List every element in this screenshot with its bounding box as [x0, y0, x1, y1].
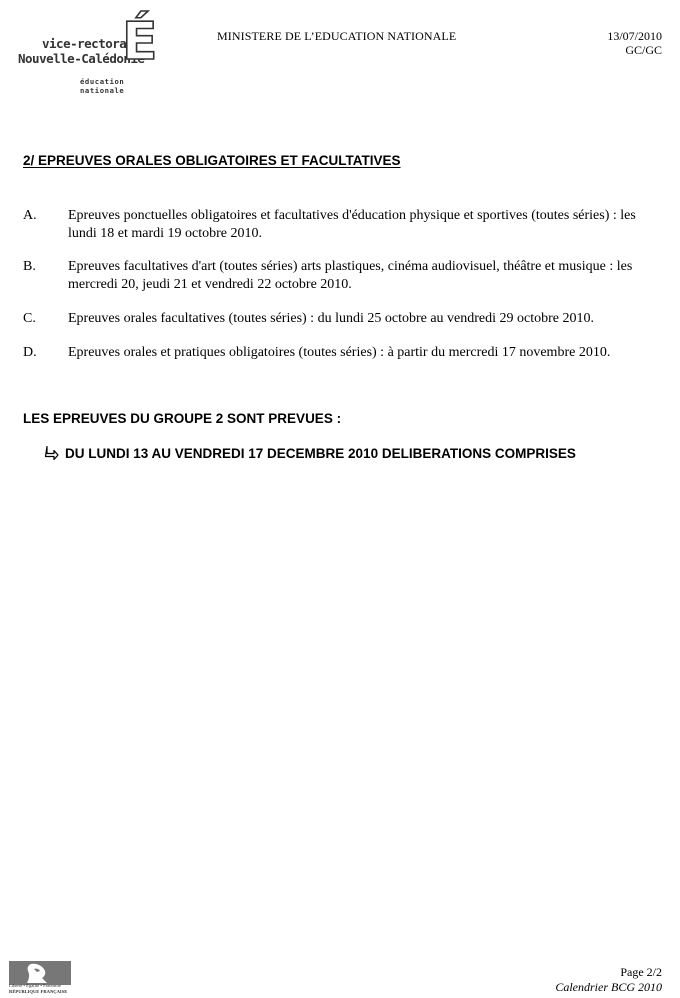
list-item-text: Epreuves facultatives d'art (toutes séries) arts plastiques, cinéma audiovisuel, théâtre et musique : les mercredi 20, jeudi 21 et vendredi 22 octobre 2010.	[68, 259, 633, 292]
document-name: Calendrier BCG 2010	[555, 980, 662, 994]
logo-subtitle	[80, 77, 140, 95]
list-item-marker: B.	[23, 259, 36, 274]
groupe-2-title: LES EPREUVES DU GROUPE 2 SONT PREVUES :	[23, 411, 342, 426]
list-item-text: Epreuves orales et pratiques obligatoires (toutes séries) : à partir du mercredi 17 novembre 2010.	[68, 345, 611, 360]
logo-line-1: vice-rectorat	[42, 36, 134, 51]
republique-francaise-text	[9, 983, 67, 994]
list-item-marker: C.	[23, 311, 36, 326]
header-date: 13/07/2010	[607, 29, 662, 43]
rf-name: RÉPUBLIQUE FRANÇAISE	[9, 988, 68, 994]
groupe-2-dates-text: DU LUNDI 13 AU VENDREDI 17 DECEMBRE 2010 DELIBERATIONS COMPRISES	[65, 446, 576, 461]
vice-rectorat-logo	[18, 14, 163, 99]
ministry-header: MINISTERE DE L’EDUCATION NATIONALE	[217, 29, 457, 43]
groupe-2-dates	[44, 446, 576, 461]
section-title: 2/ EPREUVES ORALES OBLIGATOIRES ET FACULTATIVES	[23, 153, 401, 168]
page-number: Page 2/2	[620, 965, 662, 979]
header-reference	[607, 29, 662, 57]
list-item-text: Epreuves ponctuelles obligatoires et facultatives d'éducation physique et sportives (toutes séries) : les lundi 18 et mardi 19 octobre 2010.	[68, 208, 636, 241]
header-initials: GC/GC	[625, 43, 662, 57]
logo-subtitle-line-1: éducation	[80, 77, 125, 86]
hollow-arrow-icon	[44, 446, 60, 460]
logo-e-mark: É	[122, 12, 158, 72]
logo-line-2: Nouvelle-Calédonie	[18, 51, 145, 66]
list-item-marker: A.	[23, 208, 37, 223]
list-item-marker: D.	[23, 345, 37, 360]
list-item-text: Epreuves orales facultatives (toutes séries) : du lundi 25 octobre au vendredi 29 octobre 2010.	[68, 311, 595, 326]
rf-motto: Liberté • Égalité • Fraternité	[9, 983, 61, 988]
logo-subtitle-line-2: nationale	[80, 86, 125, 95]
